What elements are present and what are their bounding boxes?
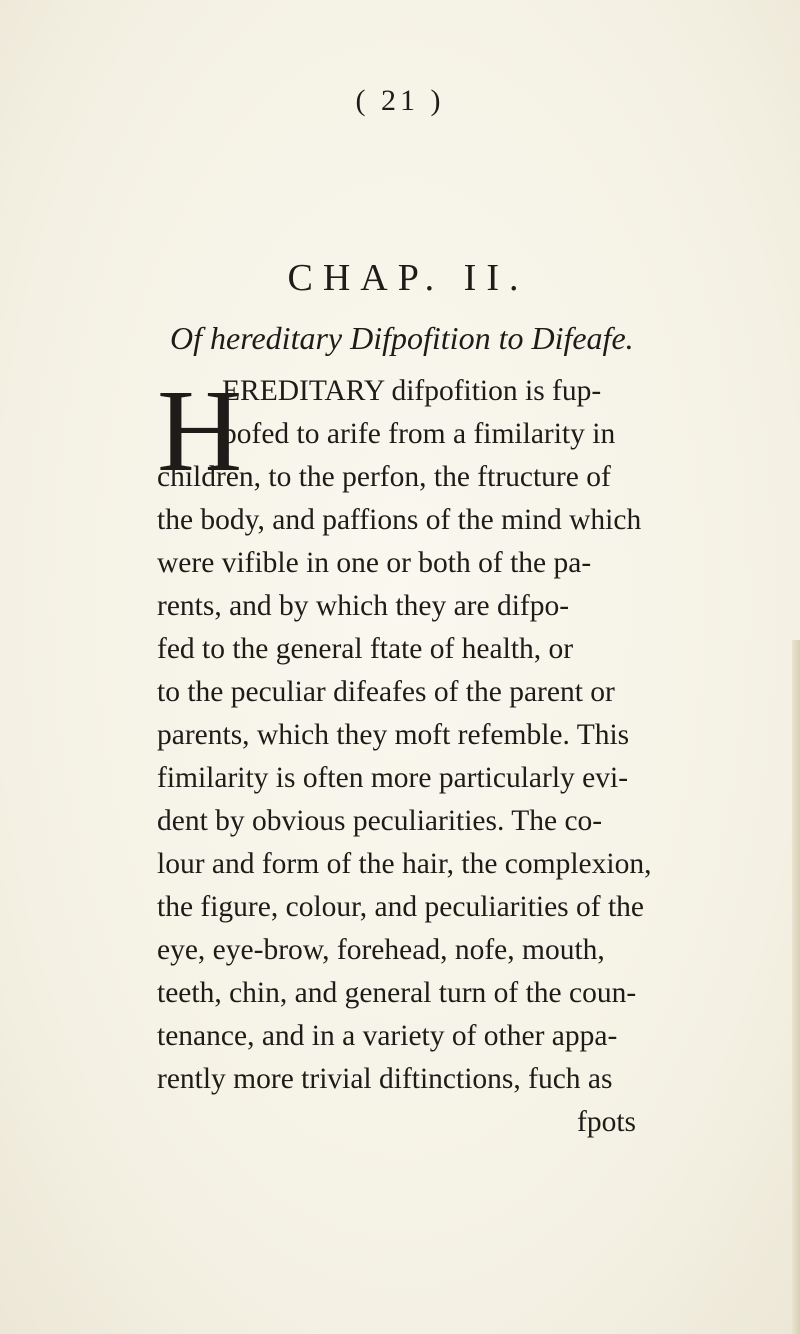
text-line: lour and form of the hair, the complexion,	[157, 848, 652, 880]
text-line: fed to the general ftate of health, or	[157, 633, 574, 665]
text-line: children, to the perfon, the ftructure of	[157, 461, 611, 493]
text-line: rently more trivial diftinctions, fuch as	[157, 1063, 613, 1095]
text-line: pofed to arife from a fimilarity in	[222, 418, 616, 450]
text-line: dent by obvious peculiarities. The co-	[157, 805, 603, 837]
text-line: to the peculiar difeafes of the parent or	[157, 676, 615, 708]
text-line: rents, and by which they are difpo-	[157, 590, 570, 622]
text-line: teeth, chin, and general turn of the coun-	[157, 977, 637, 1009]
drop-cap: H	[157, 365, 243, 496]
text-line: the figure, colour, and peculiarities of the	[157, 891, 645, 923]
text-line: tenance, and in a variety of other appa-	[157, 1020, 618, 1052]
text-line: the body, and paffions of the mind which	[157, 504, 642, 536]
text-line: fimilarity is often more particularly evi-	[157, 762, 629, 794]
page-number: ( 21 )	[355, 84, 445, 117]
text-line: parents, which they moft refemble. This	[157, 719, 630, 751]
text-line: EREDITARY difpofition is fup-	[222, 375, 602, 407]
text-line: eye, eye-brow, forehead, nofe, mouth,	[157, 934, 605, 966]
chapter-title: Of hereditary Difpofition to Difeafe.	[170, 320, 634, 356]
chapter-heading: CHAP. II.	[287, 257, 529, 299]
text-line: were vifible in one or both of the pa-	[157, 547, 592, 579]
catchword: fpots	[577, 1106, 636, 1138]
